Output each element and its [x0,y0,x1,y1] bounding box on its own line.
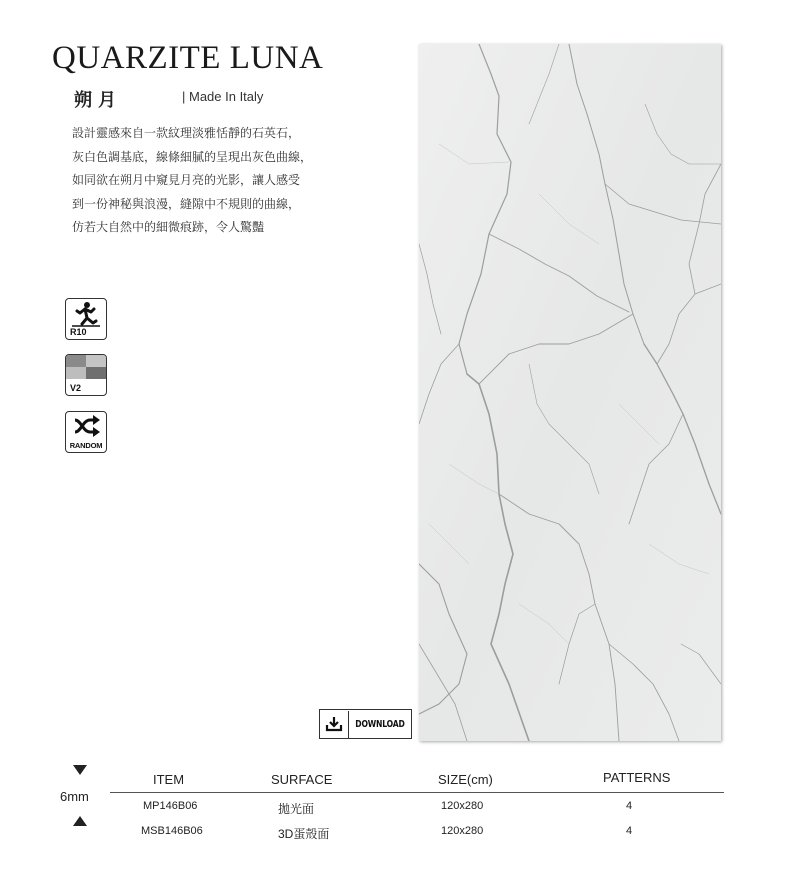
shade-variation-badge [65,354,107,396]
download-icon [320,711,349,738]
random-pattern-badge [65,411,107,453]
product-subtitle-cn: 朔月 [74,90,122,110]
description-line: 灰白色調基底，線條細膩的呈現出灰色曲線， [72,149,313,164]
table-cell-patterns: 4 [626,800,633,812]
table-cell-surface: 3D蛋殼面 [278,827,330,841]
download-button[interactable] [319,709,412,739]
shuffle-icon [66,412,106,440]
product-description [72,122,372,240]
product-title: QUARZITE LUNA [52,40,324,76]
origin-label: | Made In Italy [182,89,264,104]
shade-variation-label: V2 [70,383,82,393]
description-line: 設計靈感來自一款紋理淡雅恬靜的石英石， [72,126,301,140]
description-line: 如同欲在朔月中窺見月亮的光影，讓人感受 [72,173,301,187]
marble-texture [419,44,721,741]
table-cell-patterns: 4 [626,825,633,837]
table-header-surface: SURFACE [271,772,333,787]
table-header-size: SIZE(cm) [438,772,493,787]
table-header-patterns: PATTERNS [603,770,671,785]
slip-resistance-badge [65,298,107,340]
table-cell-size: 120x280 [441,825,484,837]
slip-rating-label: R10 [70,327,87,337]
arrow-up-icon [73,816,87,826]
description-line: 仿若大自然中的細微痕跡，令人驚豔 [72,220,265,234]
random-pattern-label: RANDOM [69,441,103,450]
thickness-value: 6mm [60,789,89,804]
table-divider [110,792,724,793]
shade-variation-icon [66,355,107,379]
arrow-down-icon [73,765,87,775]
download-label: DOWNLOAD [355,718,405,730]
slip-person-icon [66,299,106,329]
marble-slab-image [419,44,721,741]
table-cell-size: 120x280 [441,800,484,812]
table-header-item: ITEM [153,772,185,787]
description-line: 到一份神秘與浪漫，縫隙中不規則的曲線， [72,196,301,211]
table-cell-surface: 拋光面 [278,802,315,816]
table-cell-item: MSB146B06 [141,825,203,837]
table-cell-item: MP146B06 [143,800,198,812]
